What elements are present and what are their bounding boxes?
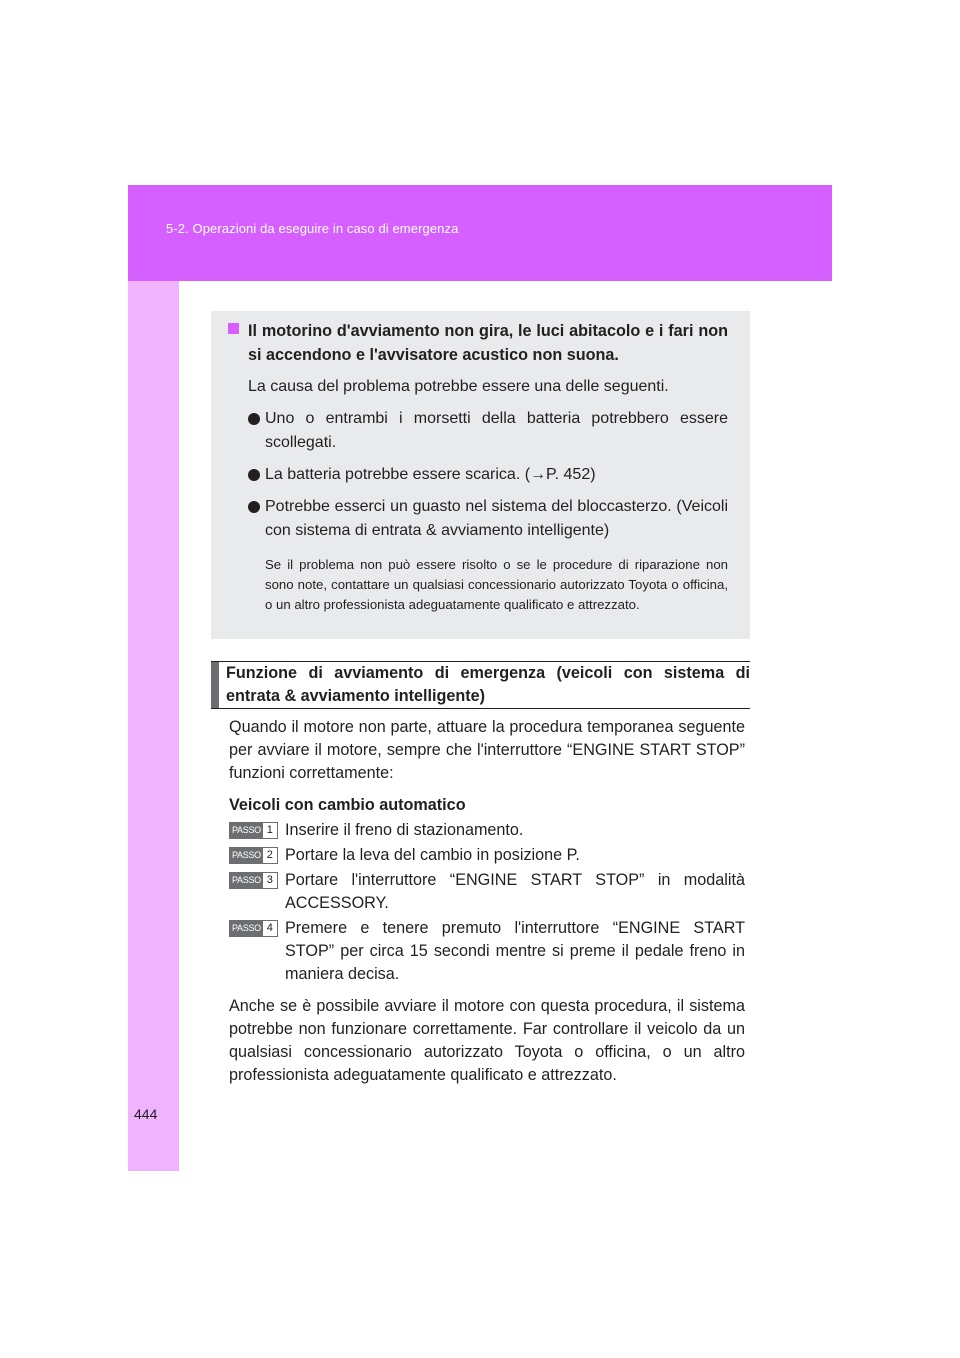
step-text: Portare l'interruttore “ENGINE START STOP” in modalità ACCESSORY. <box>285 871 745 912</box>
square-bullet-icon <box>228 323 239 334</box>
list-item-text: Potrebbe esserci un guasto nel sistema del bloccasterzo. (Veicoli con sistema di entrata & avviamento intelligente) <box>265 498 728 539</box>
title-bar <box>211 662 219 708</box>
step-item <box>229 844 745 867</box>
section-intro: Quando il motore non parte, attuare la procedura temporanea seguente per avviare il motore, sempre che l'interruttore “ENGINE START STOP” funzioni correttamente: <box>229 718 745 782</box>
step-text: Portare la leva del cambio in posizione P. <box>285 846 580 864</box>
bullet-dot-icon <box>248 469 260 481</box>
list-item-text: La batteria potrebbe essere scarica. (→P. 452) <box>265 466 596 483</box>
note-text: Se il problema non può essere risolto o se le procedure di riparazione non sono note, contattare un qualsiasi concessionario autorizzato Toyota o officina, o un altro professionista adeguatamente qualificato e attrezzato. <box>265 557 728 612</box>
note-intro: La causa del problema potrebbe essere una delle seguenti. <box>248 378 669 395</box>
bullet-dot-icon <box>248 501 260 513</box>
step-item <box>229 917 745 986</box>
step-number: 4 <box>263 921 277 936</box>
step-item <box>229 819 745 842</box>
closing-paragraph: Anche se è possibile avviare il motore con questa procedura, il sistema potrebbe non funzionare correttamente. Far controllare il veicolo da un qualsiasi concessionario autorizzato Toyota o officina, o un altro professionista adeguatamente qualificato e attrezzato. <box>229 997 745 1084</box>
step-label: PASSO <box>230 873 263 888</box>
list-item <box>228 407 728 455</box>
page-number: 444 <box>134 1106 158 1122</box>
note-heading <box>228 319 728 367</box>
note-box <box>211 311 750 639</box>
list-item-text: Uno o entrambi i morsetti della batteria potrebbero essere scollegati. <box>265 410 728 451</box>
main-content <box>229 716 745 1087</box>
step-label: PASSO <box>230 823 263 838</box>
step-badge <box>229 872 278 889</box>
section-header: 5-2. Operazioni da eseguire in caso di emergenza <box>166 221 459 236</box>
step-label: PASSO <box>230 848 263 863</box>
step-number: 2 <box>263 848 277 863</box>
subheading: Veicoli con cambio automatico <box>229 796 466 814</box>
step-number: 3 <box>263 873 277 888</box>
step-label: PASSO <box>230 921 263 936</box>
step-badge <box>229 822 278 839</box>
section-title-text: Funzione di avviamento di emergenza (veicoli con sistema di entrata & avviamento intelligente) <box>226 664 750 705</box>
step-badge <box>229 920 278 937</box>
step-item <box>229 869 745 915</box>
side-strip <box>128 281 179 1171</box>
note-heading-text: Il motorino d'avviamento non gira, le luci abitacolo e i fari non si accendono e l'avvisatore acustico non suona. <box>248 322 728 364</box>
step-number: 1 <box>263 823 277 838</box>
list-item <box>228 463 728 487</box>
step-text: Premere e tenere premuto l'interruttore “ENGINE START STOP” per circa 15 secondi mentre si preme il pedale freno in maniera decisa. <box>285 919 745 983</box>
step-text: Inserire il freno di stazionamento. <box>285 821 524 839</box>
bullet-dot-icon <box>248 413 260 425</box>
step-badge <box>229 847 278 864</box>
list-item <box>228 495 728 543</box>
section-title <box>211 661 750 709</box>
